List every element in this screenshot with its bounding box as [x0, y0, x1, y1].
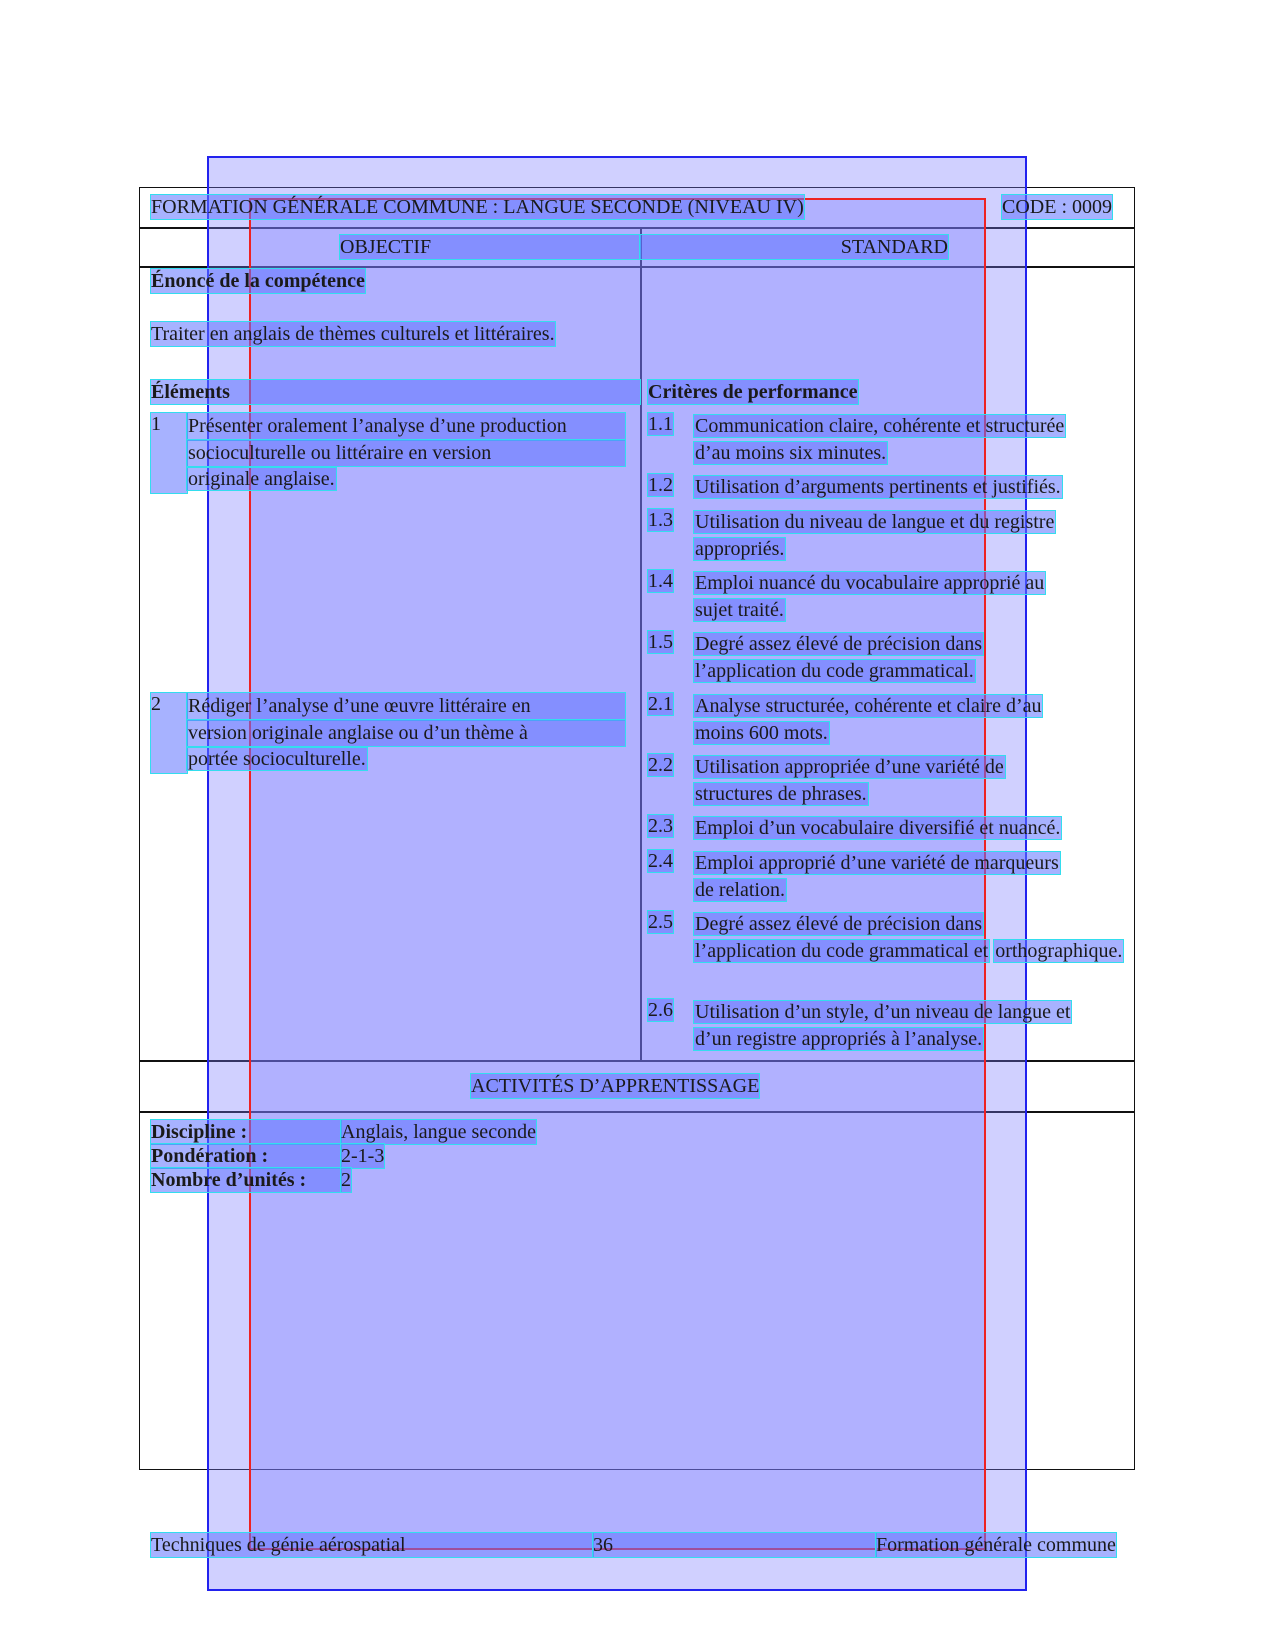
code-label: CODE : 0009 — [1002, 196, 1112, 218]
criterion-text-line: d’au moins six minutes. — [695, 441, 887, 464]
criterion-number: 1.3 — [648, 509, 673, 531]
criterion-number: 1.5 — [648, 631, 673, 653]
criterion-number: 1.4 — [648, 570, 673, 592]
element-text-line: Présenter oralement l’analyse d’une production — [187, 413, 625, 440]
criterion-number: 2.5 — [648, 911, 673, 933]
activities-heading: ACTIVITÉS D’APPRENTISSAGE — [471, 1075, 760, 1097]
rule-activities-bottom — [139, 1111, 1135, 1113]
element-number: 2 — [151, 693, 187, 773]
criterion-text-line: Analyse structurée, cohérente et claire d’au — [695, 695, 1042, 717]
document-title: FORMATION GÉNÉRALE COMMUNE : LANGUE SECONDE (NIVEAU IV) — [151, 196, 804, 218]
element-text-line: version originale anglaise ou d’un thème à — [187, 720, 625, 747]
criterion-text-line: Degré assez élevé de précision dans — [695, 633, 983, 655]
criterion-text-line: Utilisation appropriée d’une variété de — [695, 756, 1004, 778]
footer-section: Formation générale commune — [876, 1534, 1116, 1556]
criterion-text-line: Degré assez élevé de précision dans — [695, 913, 983, 935]
activity-label-discipline: Discipline : — [151, 1120, 341, 1144]
criterion-number: 2.6 — [648, 999, 673, 1021]
criterion-number: 2.1 — [648, 693, 673, 715]
element-text-line: socioculturelle ou littéraire en version — [187, 440, 625, 467]
criterion-text-line: structures de phrases. — [695, 782, 867, 805]
activity-value-units: 2 — [341, 1169, 351, 1191]
criterion-text-line: Emploi d’un vocabulaire diversifié et nuancé. — [695, 817, 1061, 839]
criterion-text-line: d’un registre appropriés à l’analyse. — [695, 1027, 983, 1050]
criterion-text-line: orthographique. — [995, 939, 1123, 962]
footer-program: Techniques de génie aérospatial — [151, 1533, 593, 1557]
column-heading-objectif: OBJECTIF — [340, 235, 640, 259]
criterion-text-line: Utilisation du niveau de langue et du registre — [695, 511, 1055, 533]
rule-columns — [139, 266, 1135, 268]
criterion-text-line: Communication claire, cohérente et structurée — [695, 415, 1065, 437]
criterion-text-line: moins 600 mots. — [695, 721, 828, 744]
activity-value-discipline: Anglais, langue seconde — [341, 1121, 536, 1143]
criterion-number: 2.2 — [648, 754, 673, 776]
rule-activities-top — [139, 1060, 1135, 1062]
criterion-number: 1.1 — [648, 413, 673, 435]
criterion-text-line: l’application du code grammatical et — [695, 939, 989, 962]
criterion-number: 1.2 — [648, 474, 673, 496]
activity-label-units: Nombre d’unités : — [151, 1168, 341, 1192]
activity-value-ponderation: 2-1-3 — [341, 1145, 385, 1167]
criterion-number: 2.3 — [648, 815, 673, 837]
rule-header — [139, 227, 1135, 229]
competence-heading: Énoncé de la compétence — [151, 270, 365, 292]
column-heading-standard: STANDARD — [640, 235, 948, 259]
rule-column-divider — [640, 227, 642, 1060]
criterion-text-line: Utilisation d’arguments pertinents et justifiés. — [695, 476, 1061, 498]
criterion-text-line: sujet traité. — [695, 598, 784, 621]
criterion-text-line: appropriés. — [695, 537, 785, 560]
criterion-text-line: Emploi nuancé du vocabulaire approprié au — [695, 572, 1045, 594]
elements-heading: Éléments — [151, 380, 640, 404]
criterion-number: 2.4 — [648, 850, 673, 872]
element-text-line: portée socioculturelle. — [188, 748, 366, 770]
activity-label-ponderation: Pondération : — [151, 1144, 341, 1168]
criterion-text-line: Emploi approprié d’une variété de marqueurs — [695, 852, 1059, 874]
criterion-text-line: Utilisation d’un style, d’un niveau de langue et — [695, 1001, 1071, 1023]
footer-page-number: 36 — [593, 1533, 876, 1557]
criteria-heading: Critères de performance — [648, 381, 858, 403]
element-text-line: originale anglaise. — [188, 468, 335, 490]
element-text-line: Rédiger l’analyse d’une œuvre littéraire en — [187, 693, 625, 720]
competence-statement: Traiter en anglais de thèmes culturels et littéraires. — [151, 323, 555, 345]
criterion-text-line: de relation. — [695, 878, 785, 901]
element-number: 1 — [151, 413, 187, 493]
criterion-text-line: l’application du code grammatical. — [695, 659, 974, 682]
